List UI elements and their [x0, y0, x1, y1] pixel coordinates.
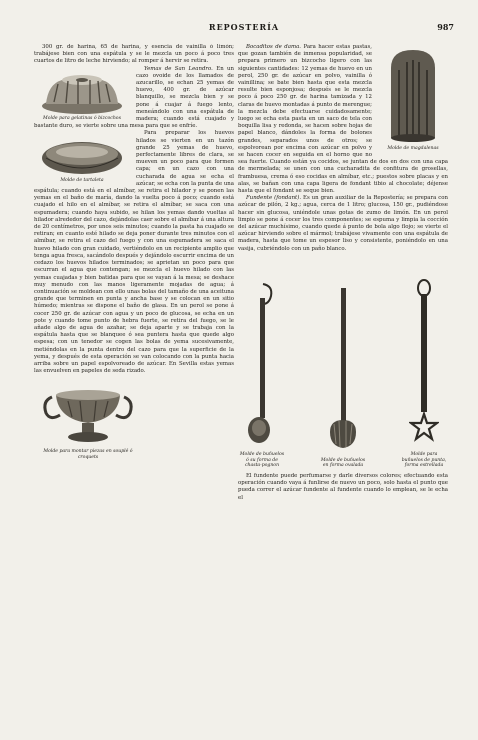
figure-tool-1 — [238, 278, 286, 469]
text-fundente: Es un gran auxiliar de la Repostería; se prepara con azúcar de pilón, 2 kg.; agua, cerca de 1 litro; glucosa, 150 gr., pudiéndose hacer sin glucosa, uniéndole unas gotas de zumo de limón. En un perol limpio se pone á cocer los tres componentes; se espuma y limpia la cocción del azúcar muchísimo, cuando quede á punto de bola algo flojo; se vierte el azúcar hirviendo sobre el mármol; trabájese vivamente con una espátula de madera, hasta que tome un espesor liso y consistente, poniéndolo en una vasija, cubriéndolo con un paño blanco. — [238, 195, 448, 252]
gelatine-mold-illustration — [38, 68, 126, 116]
star-fritter-iron-illustration — [409, 278, 439, 448]
text-bocaditos: Para hacer estas pastas, que gozan también de inmensa popularidad, se prepara primero un bizcocho ligero con las siguientes cantidades: 12 yemas de huevo en un perol, 250 gr. de azúcar en polvo, vainilla ó vainillina; se bate bien hasta que esta mezcla resulte bien esponjosa; después se le mezcla poco á poco 250 gr. de harina tamizada y 12 claras de huevo montadas á punto de merengue; la mezcla debe efectuarse cuidadosamente; luego se echa esta pasta en un saco de tela con boquilla lisa y redonda, se hacen sobre hojas de papel blanco, dándoles la forma de bolones grandes, separados unos de otros; se espolvorean por encima con azúcar en polvo y se hacen cocer en seguida en el horno que no sea fuerte. Cuando están ya cocidos, se juntan de dos en dos con una capa de mermelada; se unen con una cucharadita de confitura de grosellas, frambuesa, crema ó eso cocidas en almíbar, etc.; puestos sobre placas y en alas, se bañan con una capa ligera de fondant tibio al chocolate; déjense hasta que el fondant se seque bien. — [238, 44, 448, 195]
caption-tartlet-mold: Molde de tartaleta — [60, 178, 104, 184]
text-yemas: En un cazo ovoide de los llamados de azucarillo, se echan 25 yemas de huevo, 400 gr. de azúcar blanquillo, se mezcla bien y se pone á cuajar á fuego lento, meneándolo con una espátula de madera; cuando está cuajado y bastante duro, se vierte sobre una mesa para que se enfríe. — [34, 65, 234, 130]
right-paragraph-3: El fundente puede perfumarse y darle diversos colores; efectuando esta operación cuando vaya á funlirse de nuevo un poco, solo hasta el punto que pueda correr el azúcar fundente al fundente cuando lo emplean, se le echa el — [238, 472, 448, 501]
caption-gelatine-mold: Molde para gelatinas ó bizcochos — [43, 115, 121, 121]
right-paragraph-2 — [238, 195, 448, 253]
heading-fundente: Fundente (fondant). — [246, 195, 302, 202]
figure-gelatine-mold — [34, 68, 130, 122]
caption-magdalena-mold: Molde de magdalenas — [387, 146, 439, 151]
tool-figures — [238, 259, 448, 469]
caption-souple-mold: Molde para montar piezas en souplé ó croquets — [43, 449, 133, 460]
caption-tool-2: Molde de buñuelos en forma ovalada — [320, 457, 366, 469]
left-column — [34, 44, 234, 724]
figure-tartlet-mold — [34, 138, 130, 184]
figure-magdalena-mold — [378, 46, 448, 152]
magdalena-mold-illustration — [385, 46, 441, 146]
left-paragraph-3: Para preparar los huevos hilados se vierten en un tazón grande 25 yemas de huevo, perfectamente libres de clara, se mueven un poco para que formen capa; en un cazo con una cucharada de agua se echa el azúcar, se echa con la punta de una espátula; cuando está en el almíbar, se retira el hilador y se ponen las yemas en el baño de maría, dando la vuelta poco á poco; cuando está cuajado el hilo en el almíbar, se retira el almíbar, se saca con una espumadera; cuando haya subido, se hilan los yemas dando vueltas al hilador alrededor del cazo, dejándolas caer sobre el almíbar á una altura de 20 centímetros, por unos seis minutos; cuando la pasta ha cuajado se retiran; en cuanto esté hilado se deja poner durante tres minutos con el almíbar, se retira el cazo del fuego y con una espumadera se saca el huevo hilado con gran cuidado, vertiéndolo en un recipiente amplio que tenga agua fresca, sacándolo después y dejándolo escurrir encima de un cedazo los huevos hilados terminados; se aprietan un poco para que escurran el agua que contengan; se mezcla el huevo hilado con las yemas cuajadas y bien batidas para que se vayan á la mesa; se deshace muy menudo con las manos ligeramente mojadas de agua; á continuación se moldean con ello unas bolas del tamaño de una aceituna grande que terminen en punta y ancha base y se colocan en un sitio húmedo; mientras se dispone el baño de glasa. En un perol se pone á cocer 250 gr. de azúcar con agua y un poco de glucosa, se echa en un pote y cuando tome punto de hebra fuerte, se retira del fuego, se le añade algo de agua de azahar, se deja aparte y se trabaja con la espátula hasta que se blanquee ó sea puntera hasta que quede algo espesa; con un tenedor se cogen las bolas de yema sucesivamente, metiéndolas en la punta dentro del cazo para que la superficie de la yema, y después de esta operación se van colocando con la punta hacia arriba sobre un papel espolvoreado de azúcar. En Sevilla estas yemas las envuelven en papeles de seda rizado. — [34, 130, 234, 375]
page-number: 987 — [437, 22, 454, 32]
page-header — [34, 22, 454, 36]
heading-bocaditos: Bocaditos de dama. — [246, 44, 301, 50]
round-fritter-iron-illustration — [247, 278, 277, 448]
figure-tool-2 — [319, 284, 367, 469]
heading-yemas: Yemas de San Leandro. — [144, 65, 213, 72]
ornate-urn-illustration — [38, 379, 138, 449]
caption-tool-1: Molde de buñuelos ó su forma de chasta-pognon — [239, 452, 285, 469]
figure-tool-3 — [400, 278, 448, 469]
figure-souple-mold — [34, 379, 142, 460]
left-paragraph-1: 300 gr. de harina, 65 de harina, y esencia de vainilla ó limón; trabájese bien con una espátula y se le mezcla un poco á poco tres cuartos de litro de leche hirviendo; al romper á hervir se retira. — [34, 44, 234, 65]
tartlet-mold-illustration — [40, 138, 124, 178]
right-column — [238, 44, 448, 724]
caption-tool-3: Molde para buñuelos de punta, forma estrellada — [401, 452, 447, 469]
running-head: REPOSTERÍA — [208, 22, 280, 32]
oval-fritter-iron-illustration — [328, 284, 358, 454]
